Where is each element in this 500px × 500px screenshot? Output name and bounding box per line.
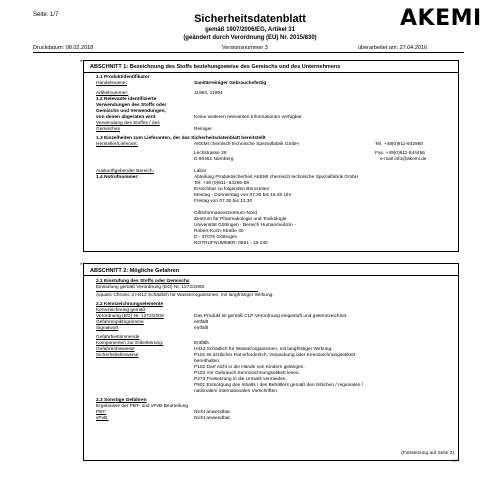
print-date: Druckdatum: 08.02.2018 xyxy=(33,45,94,51)
document-title: Sicherheitsdatenblatt xyxy=(194,13,306,25)
company-phone: Tel. +49(0)911-642960 xyxy=(375,142,424,147)
section-2 xyxy=(83,263,459,461)
usage-label: Verwendung des Stoffes / des xyxy=(96,121,160,126)
emergency-line: Giftinformationszentrum-Nord xyxy=(194,211,257,216)
components-label: Gefahrbestimmende xyxy=(96,335,140,340)
pictogram-value: entfällt xyxy=(194,320,209,325)
usage-value: Reiniger xyxy=(194,127,212,132)
subsection-2-3: 2.3 Sonstige Gefahren xyxy=(96,398,147,403)
emergency-line: Abteilung Produktsicherheit AKEMI chemisch technische Spezialfabrik GmbH xyxy=(194,175,359,180)
divider xyxy=(96,291,258,292)
subsection-1-3: 1.3 Einzelheiten zum Lieferanten, der das Sicherheitsdatenblatt bereitstellt xyxy=(96,136,266,141)
classification-value: Aquatic Chronic 3 H412 Schädlich für Wasserorganismen, mit langfristiger Wirkung. xyxy=(96,293,274,298)
company-name: AKEMI chemisch technische Spezialfabrik GmbH xyxy=(194,142,299,147)
company-fax: Fax. +49(0)911-644456 xyxy=(375,151,425,156)
safety-statement: P102 Darf nicht in die Hände von Kindern gelangen. xyxy=(194,365,305,370)
emergency-line: Montag - Donnerstag von 07.30 bis 16.30 Uhr xyxy=(194,193,292,198)
document-subtitle: gemäß 1907/2006/EG, Artikel 31 xyxy=(205,27,295,33)
change-marker: * xyxy=(80,60,83,66)
safety-statement: P103 Vor Gebrauch Kennzeichnungsetikett lesen. xyxy=(194,371,300,376)
revision-date: überarbeitet am: 27.04.2016 xyxy=(358,45,428,51)
emergency-line: Zentrum für Pharmakologie und Toxikologie xyxy=(194,217,287,222)
header-divider xyxy=(33,52,464,53)
emergency-line: Freitag von 07.30 bis 13.30 xyxy=(194,199,253,204)
divider xyxy=(84,72,458,73)
company-email: e-mail info@akemi.de xyxy=(380,157,427,162)
vpvb-label: vPvB: xyxy=(96,416,109,421)
safety-statement: P501 Entsorgung des Inhalts / des Behälters gemäß den örtlichen / regionalen / xyxy=(194,383,364,388)
article-value: 11993, 11994 xyxy=(194,91,223,96)
company-street: Lechstrasse 28 xyxy=(194,151,227,156)
emergency-line: NOTRUFNUMMER: 0551 - 19 240 xyxy=(194,241,268,246)
subsection-1-2-line2: Verwendungen des Stoffs oder xyxy=(96,103,167,108)
emergency-line: Universität Göttingen - Bereich Humanmedizin - xyxy=(194,223,296,228)
safety-statement: P101 Ist ärztlicher Rat erforderlich, Verpackung oder Kennzeichnungsetikett xyxy=(194,353,356,358)
safety-statement: nationalen/ internationalen Vorschriften. xyxy=(194,389,279,394)
safety-statement: bereithalten. xyxy=(194,359,221,364)
label-elements: Kennzeichnung gemäß xyxy=(96,308,146,313)
signal-word-label: Signalwort xyxy=(96,326,119,331)
emergency-line: D - 37075 Göttingen xyxy=(194,235,238,240)
company-logo: AKEMI xyxy=(400,6,482,31)
safety-statements-label: Sicherheitshinweise xyxy=(96,353,139,358)
tradename-label: Handelsname: xyxy=(96,81,127,86)
pbt-label: PBT: xyxy=(96,410,107,415)
emergency-line: Tel. +49 (0)911- 64296-59 xyxy=(194,181,249,186)
article-label: Artikelnummer: xyxy=(96,91,129,96)
tradename-value: Sanitärreiniger Gebrauchsfertig xyxy=(194,81,267,86)
subsection-1-2-line4: von denen abgeraten wird xyxy=(96,115,156,120)
usage-label-2: Gemisches xyxy=(96,127,120,132)
change-marker: * xyxy=(80,263,83,269)
subsection-1-1: 1.1 Produktidentifikator xyxy=(96,75,150,80)
hazard-statements-label: Gefahrenhinweise xyxy=(96,347,135,352)
components-label-2: Komponenten zur Etikettierung: xyxy=(96,341,164,346)
page-number: Seite: 1/7 xyxy=(33,12,59,18)
pictogram-label: Gefahrenpiktogramme xyxy=(96,320,144,325)
subsection-2-1: 2.1 Einstufung des Stoffs oder Gemischs xyxy=(96,279,190,284)
info-value: Labor xyxy=(194,169,207,174)
subsection-2-1-sub: Einstufung gemäß Verordnung (EG) Nr. 1272/2008 xyxy=(96,285,204,290)
section-1 xyxy=(83,60,459,252)
components-value: Entfällt. xyxy=(194,341,210,346)
info-label: Auskunftgebender Bereich: xyxy=(96,169,154,174)
document-subtitle-2: (geändert durch Verordnung (EU) Nr. 2015/830) xyxy=(183,35,317,41)
section-2-heading: ABSCHNITT 2: Mögliche Gefahren xyxy=(90,268,180,274)
footer-code: DE xyxy=(452,458,458,463)
vpvb-value: Nicht anwendbar. xyxy=(194,416,232,421)
emergency-line: Erreichbar zu folgenden Bürozeiten: xyxy=(194,187,271,192)
divider xyxy=(84,275,458,276)
safety-statement: P273 Freisetzung in die Umwelt vermeiden. xyxy=(194,377,287,382)
subsection-1-2-line3: Gemischs und Verwendungen, xyxy=(96,109,166,114)
signal-word-value: entfällt xyxy=(194,326,209,331)
subsection-2-3-sub: Ergebnisse der PBT- und vPvB-Beurteilung xyxy=(96,404,188,409)
section-1-heading: ABSCHNITT 1: Bezeichnung des Stoffs beziehungsweise des Gemischs und des Unternehmens xyxy=(90,64,341,70)
company-city: D 90451 Nürnberg xyxy=(194,157,234,162)
regulation-value: Das Produkt ist gemäß CLP-Verordnung eingestuft und gekennzeichnet. xyxy=(194,314,348,319)
version-number: Versionsnummer 3 xyxy=(222,45,268,51)
pbt-value: Nicht anwendbar. xyxy=(194,410,232,415)
emergency-line: Robert-Koch-Straße 40 xyxy=(194,229,244,234)
subsection-1-4: 1.4 Notrufnummer: xyxy=(96,175,139,180)
regulation-label: Verordnung (EG) Nr. 1272/2008 xyxy=(96,314,164,319)
continued-note: (Fortsetzung auf Seite 2) xyxy=(401,451,454,456)
manufacturer-label: Hersteller/Lieferant: xyxy=(96,142,138,147)
subsection-2-2: 2.2 Kennzeichnungselemente xyxy=(96,302,164,307)
subsection-1-2-line1: 1.2 Relevante identifizierte xyxy=(96,97,157,102)
subsection-1-2-value: Keine weiteren relevanten Informationen verfügbar. xyxy=(194,115,303,120)
hazard-statement: H412 Schädlich für Wasserorganismen, mit langfristiger Wirkung. xyxy=(194,347,333,352)
